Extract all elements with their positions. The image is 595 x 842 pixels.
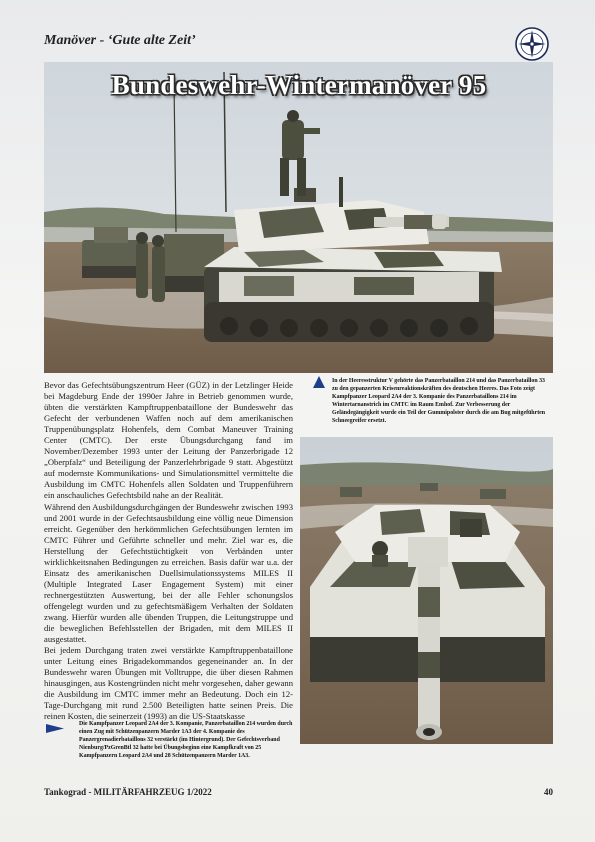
photo-caption-bottom: Die Kampfpanzer Leopard 2A4 der 3. Kompanie, Panzerbataillon 214 wurden durch einen Zug mit Schützenpanzern Marder 1A3 der 4. Kompanie des Panzergrenadierbataillons 32 verstärkt (im Hintergrund). Der Gefechtsverband Nienburg/PzGrenBtl 32 hatte bei Übungsbeginn eine Kampfkraft von 25 Kampfpanzern Leopard 2A4 und 28 Schützenpanzern Marder 1A3. <box>79 721 293 760</box>
body-paragraph: Bei jedem Durchgang traten zwei verstärkte Kampftruppenbataillone unter Leitung eines Brigadekommandos gegeneinander an. In der Bundeswehr waren Übungen mit Volltruppe, die über diesen Rahmen hinausgingen, aus Kostengründen nicht mehr vorgesehen, daher gewann die Ausbildung im CMTC immer mehr an Bedeutung. Doch ein 12-Tage-Durchgang mit rund 2.500 Beteiligten hatte seinen Preis. Die reinen Kosten, die seinerzeit (1993) an die US-Staatskasse <box>44 645 293 722</box>
photo-caption-top: In der Heeresstruktur V gehörte das Panzerbataillon 214 und das Panzerbataillon 33 zu den gepanzerten Krisenreaktionskräften des deutschen Heeres. Das Foto zeigt Kampfpanzer Leopard 2A4 der 3. Kompanie des Panzerbataillons 214 im Wintertarnanstrich im CMTC im Raum Emhof. Zur Verbesserung der Geländegängigkeit wurde ein Teil der Gummipolster durch die am Bug mitgeführten Schneegreifer ersetzt. <box>332 378 546 425</box>
article-title: Bundeswehr-Wintermanöver 95 <box>111 70 487 100</box>
section-header: Manöver - ‘Gute alte Zeit’ <box>44 33 196 48</box>
right-arrow-icon <box>46 724 64 733</box>
page-number: 40 <box>544 787 553 797</box>
article-body <box>44 380 293 722</box>
publication-footer: Tankograd - MILITÄRFAHRZEUG 1/2022 <box>44 787 212 797</box>
tank-photo-right <box>300 437 553 744</box>
body-paragraph: Bevor das Gefechtsübungszentrum Heer (GÜZ) in der Letzlinger Heide bei Magdeburg Ende der 1990er Jahre in Betrieb genommen wurde, übten die verstärkten Kampftruppenbataillone der Bundeswehr das Gefecht der verbundenen Waffen noch auf dem amerikanischen Truppenübungsplatz Hohenfels, dem Combat Maneuver Training Center (CMTC). Der erste Übungsdurchgang fand im November/Dezember 1993 unter der Leitung der Panzerbrigade 12 „Oberpfalz“ und Beteiligung der Panzerlehrbrigade 9 statt. Abgestützt auf modernste Kommunikations- und Simulationsmittel vermittelte die Ausbildung im CMTC Hohenfels allen Soldaten und Truppenführern ein anschauliches Gefechtsbild nahe an der Realität. <box>44 380 293 501</box>
body-paragraph: Während den Ausbildungsdurchgängen der Bundeswehr zwischen 1993 und 2001 wurde in der Gefechtsausbildung eine völlig neue Dimension erreicht. Gegenüber den herkömmlichen Gefechtsübungen lernten im CMTC Führer und Geführte schneller und mehr. Ziel war es, die Herstellung der Gefechtstüchtigkeit von Verbänden unter wirklichkeitsnahen Bedingungen zu erreichen. Basis dafür war u.a. der Einsatz des amerikanischen Duellsimulationssystems MILES II (Multiple Integrated Laser Engagement System) mit einer rechnergestützten Auswertung, bei der alle Fehler schonungslos offengelegt wurden und zu gefechtsmäßigem Verhalten der Soldaten zwang. Hierfür wurden alle übenden Truppen, die Leitungstruppe und die beweglichen Befehlsstellen der Brigaden, mit dem MILES II ausgestattet. <box>44 501 293 645</box>
compass-rose-icon <box>515 27 549 61</box>
tank-photo-top <box>44 62 553 373</box>
up-arrow-icon <box>313 376 325 388</box>
